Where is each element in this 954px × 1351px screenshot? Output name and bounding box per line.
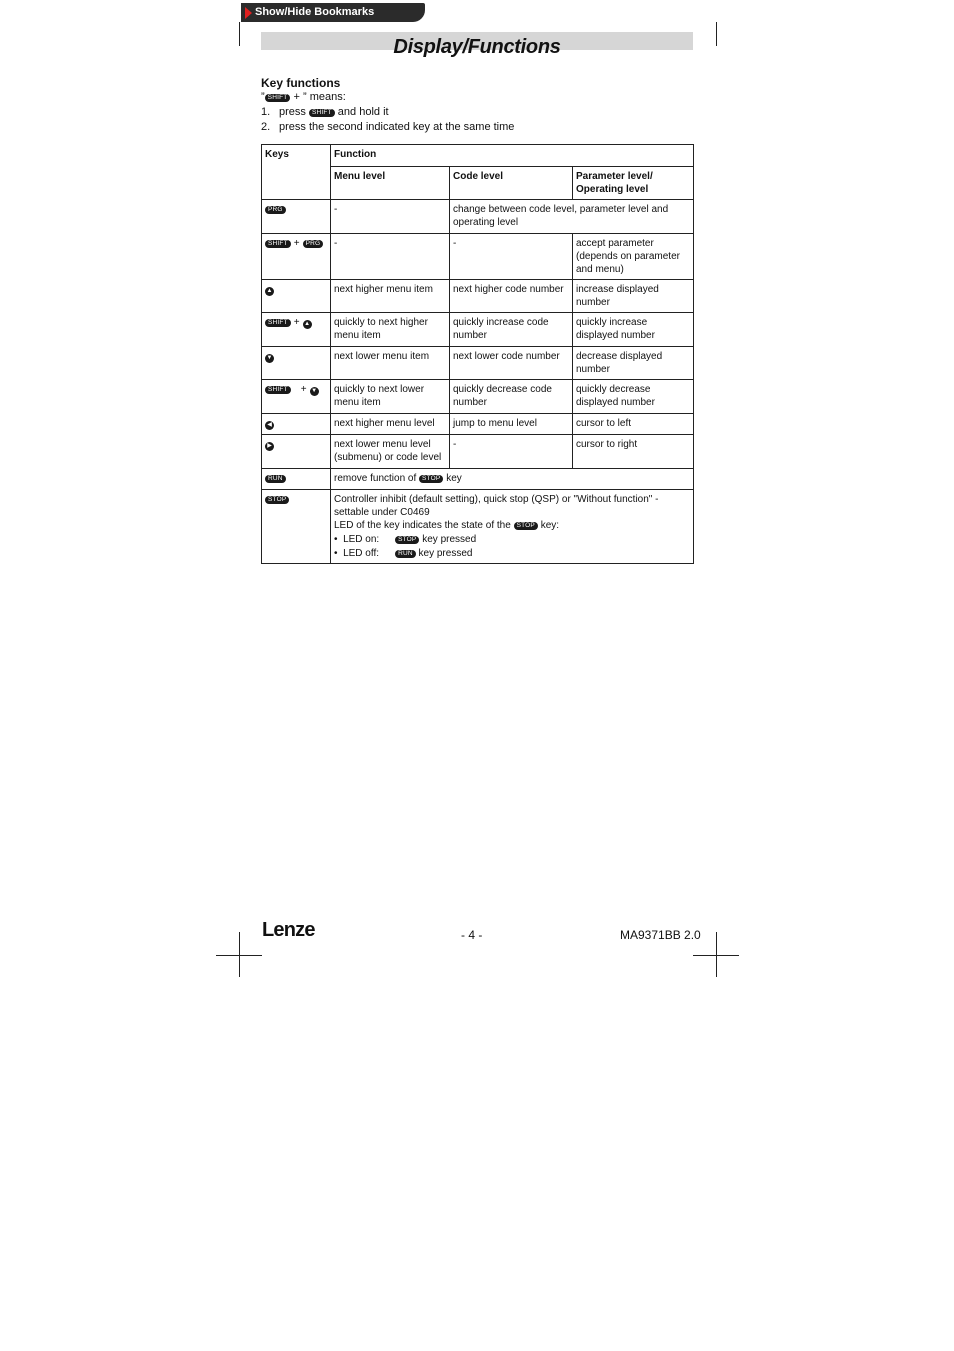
plus-sign: + <box>300 384 307 395</box>
menu-cell: next higher menu item <box>331 280 450 313</box>
keys-cell <box>262 347 331 380</box>
table-row <box>262 435 694 469</box>
show-hide-bookmarks-button[interactable] <box>241 3 425 22</box>
stop-led-suffix: key: <box>537 520 560 531</box>
shift-key-icon: SHIFT <box>265 94 291 102</box>
crop-mark-top-right <box>716 22 717 46</box>
code-cell: next higher code number <box>450 280 573 313</box>
function-cell <box>331 490 694 564</box>
param-cell: quickly decrease displayed number <box>573 380 694 414</box>
prg-key-icon: PRG <box>303 240 324 248</box>
means-suffix: + ” means: <box>290 91 346 103</box>
keys-cell <box>262 435 331 469</box>
shift-key-icon: SHIFT <box>265 386 291 394</box>
table-row <box>262 234 694 280</box>
param-cell: decrease displayed number <box>573 347 694 380</box>
lenze-logo: Lenze <box>262 919 315 941</box>
up-arrow-key-icon: ▲ <box>304 321 311 327</box>
run-function-prefix: remove function of <box>334 473 420 484</box>
menu-cell: quickly to next higher menu item <box>331 313 450 347</box>
header-parameter-level <box>573 167 694 200</box>
step-1-suffix: and hold it <box>334 106 389 118</box>
code-param-cell: change between code level, parameter level and operating level <box>450 200 694 234</box>
prg-key-icon: PRG <box>265 206 286 214</box>
keys-cell <box>262 234 331 280</box>
step-1 <box>261 106 389 118</box>
led-off-label: LED off: <box>343 548 380 559</box>
table-row <box>262 469 694 490</box>
code-cell: - <box>450 234 573 280</box>
means-line <box>261 91 346 103</box>
keys-cell <box>262 490 331 564</box>
run-function-suffix: key <box>443 473 462 484</box>
bullet-icon: • <box>334 548 344 559</box>
code-cell: next lower code number <box>450 347 573 380</box>
led-off-suffix: key pressed <box>415 548 473 559</box>
header-param-line1: Parameter level/ <box>576 171 653 182</box>
menu-cell: next lower menu level (submenu) or code level <box>331 435 450 469</box>
keys-cell <box>262 200 331 234</box>
header-keys: Keys <box>262 145 331 200</box>
crop-mark-top-left <box>239 22 240 46</box>
step-1-prefix: press <box>279 106 309 118</box>
page-title: Display/Functions <box>393 36 561 58</box>
table-row <box>262 200 694 234</box>
stop-key-icon: STOP <box>419 475 443 483</box>
key-functions-heading: Key functions <box>261 76 341 90</box>
keys-cell <box>262 313 331 347</box>
step-2-number: 2. <box>261 121 271 133</box>
page-number: - 4 - <box>461 928 483 942</box>
menu-cell: next higher menu level <box>331 414 450 435</box>
keys-cell <box>262 380 331 414</box>
led-on-bullet <box>334 533 690 546</box>
shift-key-icon: SHIFT <box>309 109 335 117</box>
means-prefix: ” <box>261 91 265 103</box>
stop-key-icon: STOP <box>514 522 538 530</box>
keys-cell <box>262 280 331 313</box>
up-arrow-key-icon: ▲ <box>266 288 273 294</box>
step-2 <box>261 121 514 133</box>
crop-mark-bottom-left-h <box>216 955 262 956</box>
keys-cell <box>262 469 331 490</box>
shift-key-icon: SHIFT <box>265 319 291 327</box>
header-menu-level: Menu level <box>331 167 450 200</box>
code-cell: quickly decrease code number <box>450 380 573 414</box>
table-row <box>262 347 694 380</box>
menu-cell: - <box>331 200 450 234</box>
header-code-level: Code level <box>450 167 573 200</box>
code-cell: - <box>450 435 573 469</box>
menu-cell: next lower menu item <box>331 347 450 380</box>
led-on-suffix: key pressed <box>419 534 477 545</box>
run-key-icon: RUN <box>265 475 286 483</box>
table-row <box>262 380 694 414</box>
down-arrow-key-icon: ▼ <box>266 355 273 361</box>
table-header-row-1 <box>262 145 694 167</box>
menu-cell: quickly to next lower menu item <box>331 380 450 414</box>
bullet-icon: • <box>334 534 344 545</box>
param-cell: quickly increase displayed number <box>573 313 694 347</box>
left-arrow-key-icon: ◀ <box>265 421 274 430</box>
stop-description: Controller inhibit (default setting), quick stop (QSP) or "Without function" - settable under C0469 <box>334 494 659 518</box>
table-row <box>262 313 694 347</box>
param-cell: cursor to right <box>573 435 694 469</box>
document-id: MA9371BB 2.0 <box>620 928 701 942</box>
plus-sign: + <box>293 238 300 249</box>
down-arrow-key-icon: ▼ <box>311 388 318 394</box>
code-cell: quickly increase code number <box>450 313 573 347</box>
param-cell: accept parameter (depends on parameter and menu) <box>573 234 694 280</box>
crop-mark-bottom-right-h <box>693 955 739 956</box>
param-cell: cursor to left <box>573 414 694 435</box>
step-2-text: press the second indicated key at the same time <box>279 121 515 133</box>
stop-key-icon: STOP <box>265 496 289 504</box>
led-off-bullet <box>334 547 690 560</box>
code-cell: jump to menu level <box>450 414 573 435</box>
show-hide-bookmarks-label: Show/Hide Bookmarks <box>255 6 375 18</box>
stop-led-prefix: LED of the key indicates the state of the <box>334 520 514 531</box>
key-functions-table <box>261 144 694 564</box>
led-on-label: LED on: <box>343 534 380 545</box>
param-cell: increase displayed number <box>573 280 694 313</box>
keys-cell <box>262 414 331 435</box>
stop-key-icon: STOP <box>395 536 419 544</box>
plus-sign: + <box>293 317 300 328</box>
step-1-number: 1. <box>261 106 271 118</box>
header-function: Function <box>331 145 694 167</box>
table-row <box>262 280 694 313</box>
right-arrow-key-icon: ▶ <box>265 442 274 451</box>
function-cell <box>331 469 694 490</box>
stop-led-line <box>334 519 690 532</box>
header-param-line2: Operating level <box>576 184 649 195</box>
table-row <box>262 414 694 435</box>
shift-key-icon: SHIFT <box>265 240 291 248</box>
menu-cell: - <box>331 234 450 280</box>
run-key-icon: RUN <box>395 550 416 558</box>
table-row <box>262 490 694 564</box>
red-triangle-icon <box>245 7 252 19</box>
